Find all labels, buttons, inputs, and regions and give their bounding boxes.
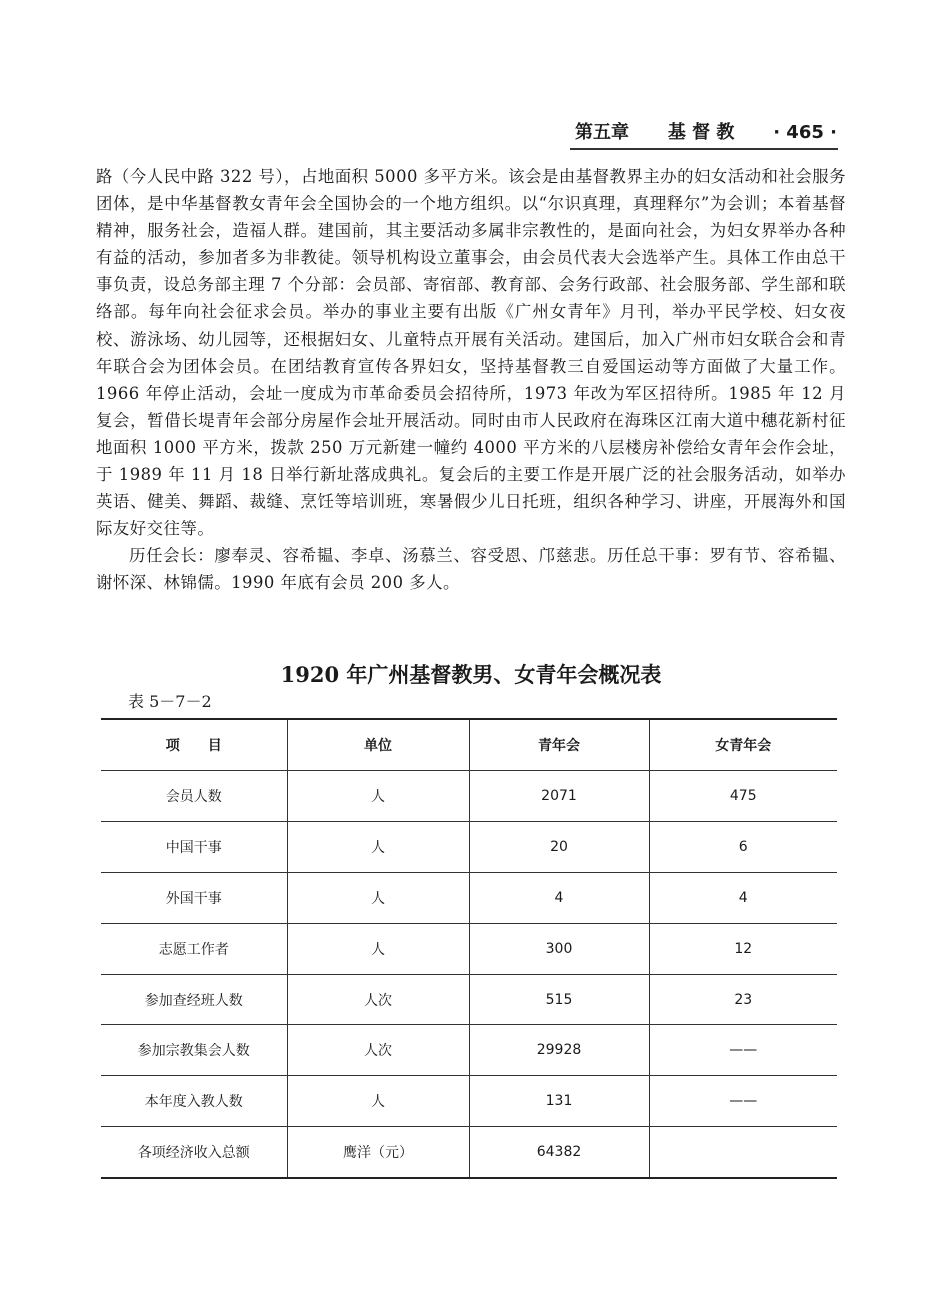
table-cell: 会员人数 bbox=[101, 771, 287, 822]
table-cell: 20 bbox=[469, 821, 649, 872]
table-cell: 人次 bbox=[287, 1025, 469, 1076]
table-cell: 本年度入教人数 bbox=[101, 1076, 287, 1127]
header-rule bbox=[570, 148, 838, 150]
table-cell: 人次 bbox=[287, 974, 469, 1025]
table-cell: 6 bbox=[649, 821, 837, 872]
table-row bbox=[101, 872, 837, 923]
table-cell: 300 bbox=[469, 923, 649, 974]
column-header: 单位 bbox=[287, 719, 469, 771]
column-header: 青年会 bbox=[469, 719, 649, 771]
table-cell: 志愿工作者 bbox=[101, 923, 287, 974]
running-header bbox=[575, 121, 837, 145]
table-row bbox=[101, 974, 837, 1025]
table-header-row bbox=[101, 719, 837, 771]
table-number: 表 5－7－2 bbox=[128, 692, 212, 711]
column-header: 项 目 bbox=[101, 719, 287, 771]
table-cell: 2071 bbox=[469, 771, 649, 822]
table-cell: 4 bbox=[469, 872, 649, 923]
table-row bbox=[101, 771, 837, 822]
column-header: 女青年会 bbox=[649, 719, 837, 771]
paragraph: 历任会长：廖奉灵、容希韫、李卓、汤慕兰、容受恩、邝慈悲。历任总干事：罗有节、容希韫、谢怀深、林锦儒。1990 年底有会员 200 多人。 bbox=[96, 546, 846, 593]
table-cell bbox=[649, 1127, 837, 1178]
paragraph: 路（今人民中路 322 号），占地面积 5000 多平方米。该会是由基督教界主办的妇女活动和社会服务团体，是中华基督教女青年会全国协会的一个地方组织。以“尔识真理，真理释尔”为会训；本着基督精神，服务社会，造福人群。建国前，其主要活动多属非宗教性的，是面向社会，为妇女界举办各种有益的活动，参加者多为非教徒。领导机构设立董事会，由会员代表大会选举产生。具体工作由总干事负责，设总务部主理 7 个分部：会员部、寄宿部、教育部、会务行政部、社会服务部、学生部和联络部。每年向社会征求会员。举办的事业主要有出版《广州女青年》月刊，举办平民学校、妇女夜校、游泳场、幼儿园等，还根据妇女、儿童特点开展有关活动。建国后，加入广州市妇女联合会和青年联合会为团体会员。在团结教育宣传各界妇女，坚持基督教三自爱国运动等方面做了大量工作。1966 年停止活动，会址一度成为市革命委员会招待所，1973 年改为军区招待所。1985 年 12 月复会，暂借长堤青年会部分房屋作会址开展活动。同时由市人民政府在海珠区江南大道中穗花新村征地面积 1000 平方米，拨款 250 万元新建一幢约 4000 平方米的八层楼房补偿给女青年会作会址，于 1989 年 11 月 18 日举行新址落成典礼。复会后的主要工作是开展广泛的社会服务活动，如举办英语、健美、舞蹈、裁缝、烹饪等培训班，寒暑假少儿日托班，组织各种学习、讲座，开展海外和国际友好交往等。 bbox=[96, 167, 846, 539]
table-title: 1920 年广州基督教男、女青年会概况表 bbox=[280, 662, 662, 687]
body-text bbox=[96, 163, 846, 597]
table-cell: 515 bbox=[469, 974, 649, 1025]
table-cell: 各项经济收入总额 bbox=[101, 1127, 287, 1178]
table-cell: 人 bbox=[287, 771, 469, 822]
table-cell: 475 bbox=[649, 771, 837, 822]
table-cell: 外国干事 bbox=[101, 872, 287, 923]
table-cell: 23 bbox=[649, 974, 837, 1025]
table-cell: —— bbox=[649, 1025, 837, 1076]
chapter-label: 第五章 bbox=[575, 122, 629, 143]
table-row bbox=[101, 1025, 837, 1076]
table-cell: 参加查经班人数 bbox=[101, 974, 287, 1025]
table-cell: 人 bbox=[287, 1076, 469, 1127]
table-row bbox=[101, 821, 837, 872]
overview-table bbox=[101, 718, 837, 1179]
table-cell: 12 bbox=[649, 923, 837, 974]
table-cell: 64382 bbox=[469, 1127, 649, 1178]
table-cell: 人 bbox=[287, 872, 469, 923]
table-cell: 4 bbox=[649, 872, 837, 923]
table-cell: —— bbox=[649, 1076, 837, 1127]
table-cell: 中国干事 bbox=[101, 821, 287, 872]
page-number: · 465 · bbox=[773, 122, 837, 143]
table-cell: 鹰洋（元） bbox=[287, 1127, 469, 1178]
table-row bbox=[101, 1127, 837, 1178]
section-label: 基 督 教 bbox=[667, 122, 735, 143]
table-cell: 人 bbox=[287, 821, 469, 872]
table-cell: 人 bbox=[287, 923, 469, 974]
table-cell: 131 bbox=[469, 1076, 649, 1127]
table-cell: 29928 bbox=[469, 1025, 649, 1076]
table-row bbox=[101, 1076, 837, 1127]
table-cell: 参加宗教集会人数 bbox=[101, 1025, 287, 1076]
table-row bbox=[101, 923, 837, 974]
